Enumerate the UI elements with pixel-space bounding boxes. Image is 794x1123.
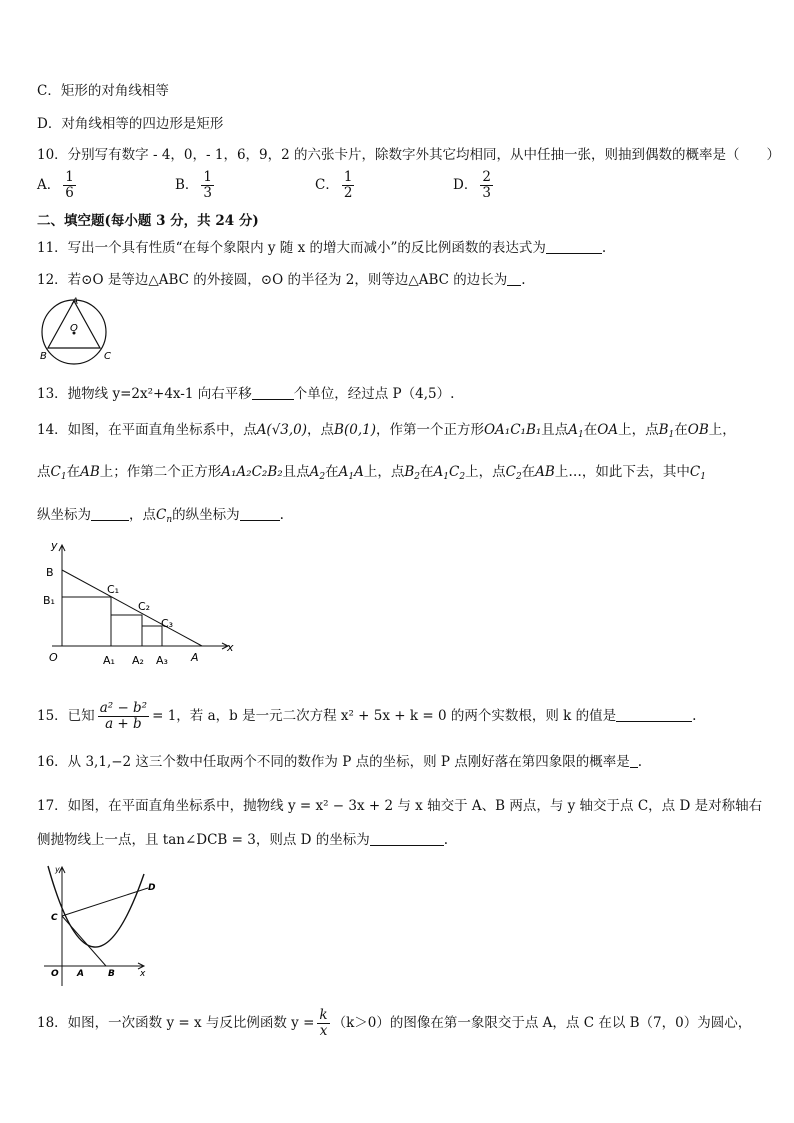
label-b1: B₁ — [43, 594, 55, 607]
q17-line2: 侧抛物线上一点，且 tan∠DCB = 3，则点 D 的坐标为 . — [37, 832, 449, 848]
fraction: $\frac{\text{a² − b²}}{a + b}$ — [99, 700, 148, 732]
fraction: $\frac{1}{6}$ — [65, 169, 74, 201]
fraction: $\frac{k}{x}$ — [319, 1007, 328, 1039]
label-y: y — [55, 865, 60, 874]
q12-circle-figure — [36, 297, 116, 367]
label-b: B — [46, 566, 54, 579]
q18: 18．如图，一次函数 y = x 与反比例函数 y = $\frac{k}{x}$ （k＞0）的图像在第一象限交于点 A，点 C 在以 B（7，0）为圆心， — [37, 1007, 752, 1039]
label-o: O — [49, 651, 58, 664]
answer-blank[interactable] — [630, 753, 638, 768]
q15: 15．已知 $\frac{\text{a² − b²}}{a + b}$ = 1，若 a，b 是一元二次方程 x² + 5x + k = 0 的两个实数根，则 k 的值是 . — [37, 700, 697, 732]
label-x: x — [140, 969, 146, 979]
q14-line3: 纵坐标为 ，点$C_n$的纵坐标为 . — [37, 507, 284, 525]
answer-blank[interactable] — [616, 707, 692, 722]
label-o: O — [70, 323, 78, 334]
section-heading: 二、填空题(每小题 3 分，共 24 分) — [37, 213, 259, 229]
q16: 16．从 3,1,−2 这三个数中任取两个不同的数作为 P 点的坐标，则 P 点刚好落在第四象限的概率是 . — [37, 754, 643, 770]
segment-cd — [62, 888, 148, 916]
label-b: B — [108, 969, 115, 979]
answer-blank[interactable] — [370, 831, 444, 846]
q13: 13．抛物线 y=2x²+4x-1 向右平移 个单位，经过点 P（4,5）. — [37, 386, 455, 402]
q14-line2: 点$C_1$在AB上；作第二个正方形A₁A₂C₂B₂且点$A_2$在$A_1A$上，点$B_2$在$A_1C_2$上，点$C_2$在AB上…，如此下去，其中$C_1$ — [37, 464, 706, 482]
q11: 11．写出一个具有性质“在每个象限内 y 随 x 的增大而减小”的反比例函数的表达式为 . — [37, 240, 607, 256]
label-c: C — [51, 913, 58, 923]
q17-parabola-figure — [40, 864, 165, 992]
fraction: $\frac{2}{3}$ — [482, 169, 491, 201]
label-o: O — [51, 969, 59, 979]
q10-option-c: C． $\frac{1}{2}$ — [315, 169, 353, 201]
answer-blank[interactable] — [252, 385, 294, 400]
q14-squares-figure — [38, 540, 238, 672]
square-3 — [142, 626, 162, 646]
label-a2: A₂ — [132, 654, 144, 667]
q10-stem: 10．分别写有数字 - 4，0，- 1，6，9，2 的六张卡片，除数字外其它均相同，从中任抽一张，则抽到偶数的概率是（ ） — [37, 147, 780, 163]
square-1 — [62, 597, 111, 646]
label-a: A — [77, 969, 84, 979]
answer-blank[interactable] — [240, 506, 280, 521]
q9-option-c: C．矩形的对角线相等 — [37, 83, 169, 99]
label-d: D — [148, 883, 156, 893]
answer-blank[interactable] — [546, 239, 602, 254]
fraction: $\frac{1}{3}$ — [203, 169, 213, 201]
q10-option-a: A． $\frac{1}{6}$ — [37, 169, 74, 201]
label-a3: A₃ — [156, 654, 168, 667]
label-c1: C₁ — [107, 583, 120, 596]
segment-cb — [62, 916, 106, 966]
label-a: A — [72, 297, 79, 307]
square-2 — [111, 615, 142, 646]
answer-blank[interactable] — [507, 271, 521, 286]
q9-option-d: D．对角线相等的四边形是矩形 — [37, 116, 224, 132]
fraction: $\frac{1}{2}$ — [343, 169, 353, 201]
q10-option-d: D． $\frac{2}{3}$ — [453, 169, 491, 201]
segment-ab — [62, 570, 202, 646]
label-c3: C₃ — [161, 617, 174, 630]
label-a1: A₁ — [103, 654, 115, 667]
q14-line1: 14．如图，在平面直角坐标系中，点A(√3,0)，点B(0,1)，作第一个正方形OA₁C₁B₁且点$A_1$在OA上，点$B_1$在OB上， — [37, 422, 736, 440]
label-a: A — [191, 651, 199, 664]
answer-blank[interactable] — [91, 506, 129, 521]
label-x: x — [227, 641, 234, 654]
label-b: B — [40, 351, 47, 362]
label-y: y — [51, 540, 58, 552]
label-c2: C₂ — [138, 600, 151, 613]
q12: 12．若⊙O 是等边△ABC 的外接圆，⊙O 的半径为 2，则等边△ABC 的边长为 . — [37, 272, 526, 288]
label-c: C — [104, 351, 111, 362]
q17-line1: 17．如图，在平面直角坐标系中，抛物线 y = x² − 3x + 2 与 x 轴交于 A、B 两点，与 y 轴交于点 C，点 D 是对称轴右 — [37, 798, 763, 814]
q10-option-b: B． $\frac{1}{3}$ — [175, 169, 213, 201]
